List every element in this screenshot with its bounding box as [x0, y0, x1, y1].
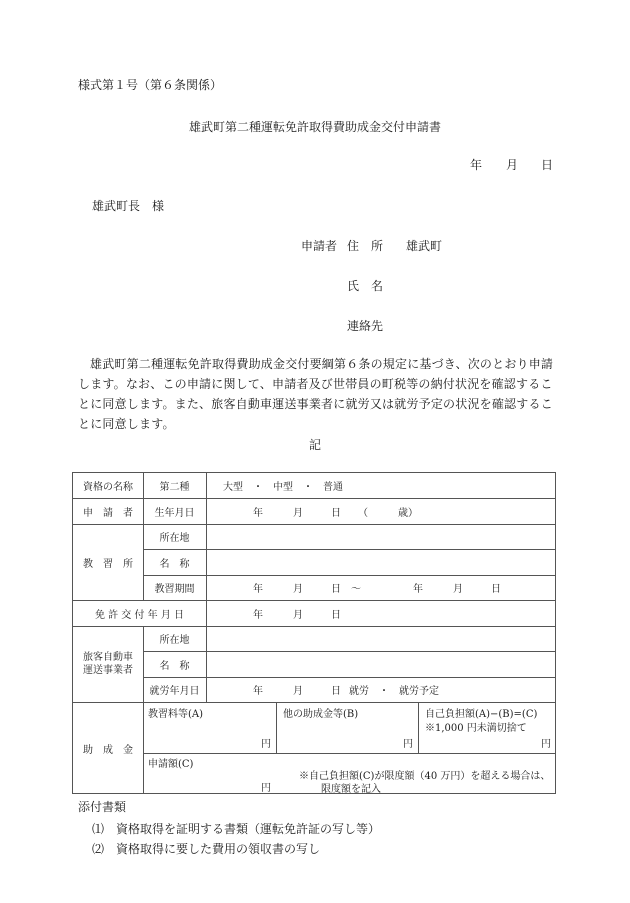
school-label: 教 習 所 — [83, 558, 133, 570]
attachment-item: ⑴ 資格取得を証明する書類（運転免許証の写し等） — [92, 822, 381, 836]
tuition-label: 教習料等(A) — [148, 708, 204, 720]
request-amount-label: 申請額(C) — [148, 758, 194, 770]
employment-month: 月 — [293, 686, 303, 697]
tuition-yen: 円 — [261, 738, 271, 750]
operator-location-field[interactable] — [207, 626, 555, 651]
subsidy-label: 助 成 金 — [83, 744, 133, 756]
date-year: 年 — [470, 158, 483, 172]
request-amount-yen: 円 — [261, 782, 271, 794]
contact-label: 連絡先 — [347, 319, 384, 333]
tuition-amount-field[interactable] — [145, 719, 275, 751]
operator-name-field[interactable] — [207, 651, 555, 677]
license-issue-date-label: 免 許 交 付 年 月 日 — [94, 609, 185, 621]
to-month: 月 — [453, 584, 463, 595]
employment-status-options[interactable]: 就労 ・ 就労予定 — [349, 686, 439, 697]
birthdate-label: 生年月日 — [154, 507, 195, 519]
operator-name-label: 名 称 — [159, 660, 190, 672]
request-note-line2: 限度額を記入 — [321, 783, 381, 795]
other-subsidy-label: 他の助成金等(B) — [283, 708, 359, 720]
to-day: 日 — [491, 584, 501, 595]
form-number: 様式第１号（第６条関係） — [78, 78, 223, 92]
employment-year: 年 — [253, 686, 263, 697]
operator-label — [73, 626, 143, 702]
employment-date-label: 就労年月日 — [149, 686, 200, 697]
self-pay-note: ※1,000 円未満切捨て — [425, 722, 527, 734]
from-month: 月 — [293, 584, 303, 595]
age: （ 歳） — [358, 507, 418, 519]
issue-day: 日 — [331, 609, 341, 621]
birth-year: 年 — [253, 507, 263, 519]
date-day: 日 — [541, 158, 554, 172]
applicant-label: 申請者 — [301, 239, 338, 253]
request-amount-field[interactable] — [145, 767, 275, 793]
addressee: 雄武町長 様 — [92, 199, 165, 213]
training-period-label: 教習期間 — [154, 584, 195, 595]
issue-year: 年 — [253, 609, 263, 621]
school-name-field[interactable] — [207, 549, 555, 575]
period-tilde: ～ — [351, 584, 361, 595]
to-year: 年 — [413, 584, 423, 595]
date-month: 月 — [506, 158, 519, 172]
operator-label-line2: 運送事業者 — [83, 665, 133, 676]
operator-label-line1: 旅客自動車 — [83, 652, 133, 663]
self-pay-label: 自己負担額(A)−(B)=(C) — [425, 708, 538, 720]
from-year: 年 — [253, 584, 263, 595]
application-statement: 雄武町第二種運転免許取得費助成金交付要綱第６条の規定に基づき、次のとおり申請します。なお、この申請に関して、申請者及び世帯員の町税等の納付状況を確認することに同意します。また、旅客自動車運送事業者に就労又は就労予定の状況を確認することに同意します。 — [78, 357, 554, 431]
employment-day: 日 — [331, 686, 341, 697]
col-divider — [276, 702, 277, 753]
school-name-label: 名 称 — [159, 558, 190, 570]
from-day: 日 — [331, 584, 341, 595]
qualification-label: 資格の名称 — [83, 482, 133, 493]
school-location-label: 所在地 — [159, 533, 190, 544]
request-note-line1: ※自己負担額(C)が限度額（40 万円）を超える場合は、 — [299, 770, 551, 782]
name-label: 氏 名 — [347, 279, 384, 293]
col-divider — [206, 600, 207, 626]
license-class-options[interactable]: 大型 ・ 中型 ・ 普通 — [223, 482, 343, 493]
col-divider — [418, 702, 419, 753]
address-value[interactable]: 雄武町 — [406, 239, 443, 253]
issue-month: 月 — [293, 609, 303, 621]
address-label: 住 所 — [347, 239, 384, 253]
birth-month: 月 — [293, 507, 303, 519]
row-divider — [143, 753, 555, 754]
operator-location-label: 所在地 — [159, 635, 190, 646]
other-subsidy-yen: 円 — [403, 738, 413, 750]
attachment-item: ⑵ 資格取得に要した費用の領収書の写し — [92, 842, 321, 856]
self-pay-yen: 円 — [541, 738, 551, 750]
row-divider — [73, 702, 555, 703]
application-table — [72, 472, 556, 794]
other-subsidy-amount-field[interactable] — [278, 719, 416, 751]
applicant-row-label: 申 請 者 — [83, 507, 133, 519]
document-title: 雄武町第二種運転免許取得費助成金交付申請書 — [188, 120, 441, 134]
birth-day: 日 — [331, 507, 341, 519]
school-location-field[interactable] — [207, 524, 555, 549]
qualification-type: 第二種 — [159, 482, 190, 493]
ki-heading: 記 — [308, 438, 321, 452]
attachments-title: 添付書類 — [78, 800, 127, 814]
